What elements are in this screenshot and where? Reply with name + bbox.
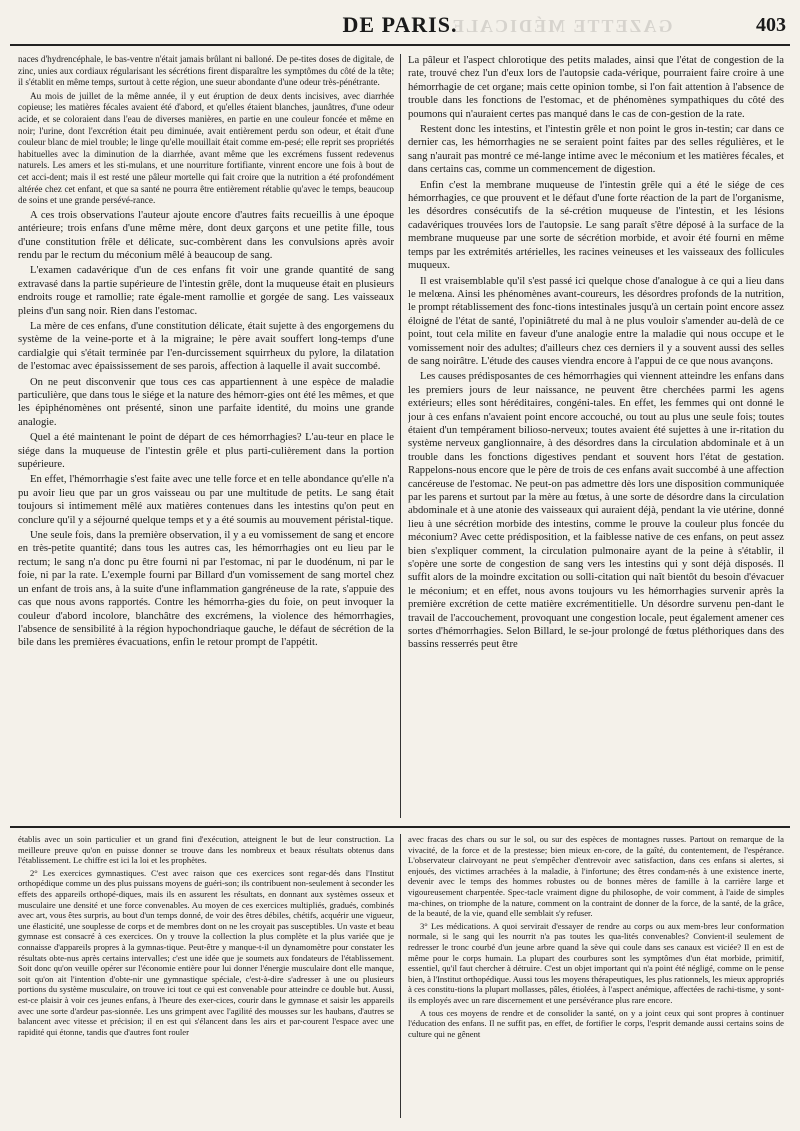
paragraph: naces d'hydrencéphale, le bas-ventre n'était jamais brûlant ni balloné. De pe-tites doses de digitale, de zinc, unies aux cordiaux régularisant les sécrétions firent disparaître les symptômes du côté de la tête; il s'établit en même temps, surtout à cette région, une sueur abondante d'une odeur très-pénétrante. [18, 54, 394, 88]
upper-right-column [408, 54, 784, 818]
paragraph: La pâleur et l'aspect chlorotique des petits malades, ainsi que l'état de congestion de la rate, trouvé chez l'un d'eux lors de l'autopsie cada-vérique, pourraient faire croire à une hémorrhagie de cet organe; mais cette opinion tombe, si l'on fait attention à l'absence de trouble dans les fonctions de l'estomac, et de phénomènes sympathiques du côté des poumons qui n'auraient certes pas manqué dans le cas de con-gestion de la rate. [408, 55, 784, 120]
column-divider [400, 834, 401, 1118]
paragraph: Restent donc les intestins, et l'intestin grêle et non point le gros in-testin; car dans ce dernier cas, les hémorrhagies ne se seraient point faites par des selles régulières, et le sang n'aurait pas montré ce mé-lange intime avec le méconium et les matières fécales, et dans certains cas, comme un commencement de digestion. [408, 124, 784, 176]
paragraph: Enfin c'est la membrane muqueuse de l'intestin grêle qui a été le siége de ces hémorrhagies, ce que prouvent et le défaut d'une forte réaction de la part de l'organisme, les désordres consécutifs de la sé-crétion muqueuse de l'intestin, et les lésions cadavériques trouvées lors de l'autopsie. Le sang paraît s'être déposé à la surface de la membrane muqueuse par une sorte de sécrétion morbide, et avoir été fourni en même temps par les extrémités artérielles, les racines veineuses et les vaisseaux des follicules muqueux. [408, 179, 784, 272]
paragraph: A tous ces moyens de rendre et de consolider la santé, on y a joint ceux qui sont propres à continuer l'éducation des enfans. Il ne suffit pas, en effet, de fortifier le corps, l'esprit demande aussi certains soins de culture qui ne gênent [408, 1007, 784, 1039]
paragraph: Au mois de juillet de la même année, il y eut éruption de deux dents incisives, avec diarrhée copieuse; les matières fécales avaient été d'abord, et qu'elles étaient blanches, jaunâtres, d'une odeur acide, et se coloraient dans l'eau de diverses manières, en partie en une couleur foncée et même en noir; l'urine, dont l'excrétion était peu diminuée, avait entièrement perdu son odeur, et était d'une couleur blanc de miel trouble; le linge qu'elle mouillait était comme em-pesé; elle reprit ses propriétés habituelles avec la diminution de la diarrhée, avant même que les excrémens fussent redevenus naturels. Les amers et les sti-mulans, et une nourriture fortifiante, vinrent encore une fois à bout de cet acci-dent; mais il est resté une pâleur mortelle qui fait croire que la nutrition a été profondément altérée chez cet enfant, et que sa santé ne pourra être entièrement rétablie qu'avec le temps, beaucoup de soins et une grande persévé-rance. [18, 90, 394, 206]
paragraph: 2° Les exercices gymnastiques. C'est avec raison que ces exercices sont regar-dés dans l'Institut orthopédique comme un des plus puissans moyens de guéri-son; ils contribuent non-seulement à seconder les effets des appareils orthopé-diques, mais ils en assurent les résultats, en donnant aux systèmes osseux et musculaire une densité et une force convenables. Au moyen de ces exercices multipliés, gradués, combinés avec art, vous êtes surpris, au bout d'un temps donné, de voir des êtres débiles, chétifs, acquérir une vigueur, une élasticité, une souplesse de corps et de membres dont on ne les croyait pas susceptibles. Un vaste et beau gymnase est consacré à ces exercices. On y trouve la collection la plus complète et la plus variée que je connaisse d'appareils propres à la gymnas-tique. Peut-être y manque-t-il un dynamomètre pour constater les résultats obte-nus après certains intervalles; c'est une idée que je soumets aux fondateurs de l'établissement. Soit donc qu'on veuille opérer sur l'économie entière pour lui donner l'énergie musculaire dont elle manque, soit qu'on ait l'intention d'obte-nir une gymnastique spéciale, c'est-à-dire s'adresser à une ou plusieurs portions du système musculaire, on trouve ici tout ce qui est convenable pour atteindre ce double but. Aussi, est-ce plaisir à voir ces jeunes enfans, à l'heure des exer-cices, courir dans le gymnase et saisir les appareils avec une sorte d'ardeur pas-sionnée. Les uns grimpent avec l'agilité des mousses sur les haubans, d'autres se balancent avec vitesse et précision; il en est qui s'élancent dans les airs et par-courent l'espace avec une rapidité qui étonne, tandis que d'autres font rouler [18, 867, 394, 1037]
paragraph: La mère de ces enfans, d'une constitution délicate, était sujette à des engorgemens du système de la veine-porte et à la migraine; le père avait souffert long-temps d'une cardialgie qui s'était terminée par l'en-durcissement squirrheux du pylore, la dilatation de l'estomac avec épaississement de ses parois, affection à laquelle il avait succombé. [18, 320, 394, 373]
paragraph: Une seule fois, dans la première observation, il y a eu vomissement de sang et encore en très-petite quantité; dans tous les autres cas, les hémorrhagies ont eu lieu par le rectum; le sang n'a donc pu être fourni ni par l'estomac, ni par le duodénum, ni par le foie, ni par la rate. L'exemple fourni par Billard d'un vomissement de sang mortel chez un enfant de trois ans, à la suite d'une inflammation gangréneuse de la rate, s'appuie des cas que nous avons rapportés. Contre les hémorrha-gies du foie, on peut invoquer la couleur d'abord incolore, blanchâtre des excrémens, la violence des hémorrhagies, l'absence de sensibilité à la région hypochondriaque gauche, le défaut de sécrétion de la bile dans les premières évacuations, enfin le retour prompt de l'appétit. [18, 530, 394, 649]
paragraph: Les causes prédisposantes de ces hémorrhagies qui viennent atteindre les enfans dans les premiers jours de leur naissance, ne peuvent être cherchées parmi les agens extérieurs; elles sont héréditaires, congéni-tales. En effet, les femmes qui ont donné le jour à ces enfans n'avaient point encore accouché, ou tout au plus une seule fois; toutes étaient d'un tempérament bilioso-nerveux; toutes avaient été sujettes à une ir-ritation du système nerveux ganglionnaire, à des désordres dans la circulation abdominale et à un trouble dans les fonctions digestives pendant et souvent hors l'état de gestation. Rappelons-nous encore que le père de trois de ces enfans avait succombé à une affection cancéreuse de l'estomac. Ne peut-on pas admettre dès lors une disposition communiquée par les parens et surtout par la mère au fœtus, à une sorte de désordre dans la circulation abdominale et à une atonie des vaisseaux qui auraient déjà, pendant la vie utérine, donné lieu à une sécrétion morbide des intestins, comme le prouve la couleur plus foncée du méconium? Avec cette prédisposition, et la faiblesse native de ces enfans, on peut assez bien s'expliquer comment, la circulation pulmonaire ayant de la peine à s'établir, il s'opère une sorte de congestion de sang vers les intestins qui y sont déjà disposés. Il suffit alors de la moindre excitation ou solli-citation qui naît bientôt du besoin d'évacuer le méconium; et en effet, nous avons toujours vu les hémorrhagies survenir après la première excrétion de cette matière excrémentitielle. Un désordre survenu pen-dant le travail de l'accouchement, provoquant une congestion locale, peut également amener ces sortes d'hémorrhagies. Selon Billard, le se-jour prolongé de fœtus pléthoriques dans des bassins resserrés peut être [408, 371, 784, 651]
paragraph: Quel a été maintenant le point de départ de ces hémorrhagies? L'au-teur en place le siége dans la muqueuse de l'intestin grêle et plus parti-culièrement dans la portion supérieure. [18, 432, 394, 471]
lower-right-column [408, 834, 784, 1122]
lower-left-column [18, 834, 394, 1122]
upper-article [10, 54, 790, 818]
paragraph: Il est vraisemblable qu'il s'est passé ici quelque chose d'analogue à ce qui a lieu dans le melœna. Ainsi les phénomènes avant-coureurs, les désordres profonds de la nutrition, le prompt rétablissement des fonc-tions intestinales jusqu'à un certain point encore assez éloigné de l'état de santé, l'opiniâtreté du mal à ne plus vouloir s'amender au-delà de ce point, tout cela milite en faveur d'une analogie entre la maladie qui nous occupe et le vomissement noir des adultes; d'ailleurs chez ces derniers il y a souvent aussi des selles de sang noirâtre. L'étude des causes viendra encore à l'appui de ce que nous avançons. [408, 275, 784, 367]
paragraph: En effet, l'hémorrhagie s'est faite avec une telle force et en telle abondance qu'elle n'a pu avoir lieu que par un gros vaisseau ou par une multitude de petits. Le sang était toujours si intimement mêlé aux matières contenues dans les intestins qu'on peut en conclure qu'il y a séjourné quelque temps et y a été soumis au mouvement péristal-tique. [18, 474, 394, 526]
bleed-through-masthead: GAZETTE MÉDICALE [450, 16, 673, 36]
upper-left-column [18, 54, 394, 818]
page-number: 403 [756, 14, 786, 36]
paragraph: A ces trois observations l'auteur ajoute encore d'autres faits recueillis à une époque antérieure; trois enfans d'une même mère, dont deux garçons et une petite fille, tous d'une constitution frêle et délicate, suc-combèrent dans les convulsions après avoir rendu par le rectum du méconium mêlé à beaucoup de sang. [18, 209, 394, 261]
paragraph: 3° Les médications. A quoi servirait d'essayer de rendre au corps ou aux mem-bres leur conformation normale, si le sang qui les nourrit n'a pas toutes les qua-lités convenables? Convient-il seulement de redresser le tronc courbé d'un jeune arbre quand la sève qui coule dans ses canaux est viciée? Il en est de même pour le corps humain. La plupart des courbures sont les symptômes d'un état morbide, primitif, essentiel, qu'il faut chercher à détruire. C'est un objet important qui n'a point été négligé, comme on le pense bien, à l'Institut orthopédique. Aussi tous les moyens thérapeutiques, les plus rationnels, les mieux appropriés à ces constitu-tions la plupart mollasses, pâles, étiolées, à l'aspect anémique, affectées de rachi-tisme, y sont-ils employés avec un rare discernement et une persévérance plus rare encore. [408, 920, 784, 1005]
newspaper-page [10, 8, 790, 1123]
paragraph: avec fracas des chars ou sur le sol, ou sur des espèces de montagnes russes. Partout on remarque de la vivacité, de la force et de la prestesse; bien mieux en-core, de la gaîté, du contentement, de l'espérance. L'observateur clairvoyant ne peut s'empêcher d'entrevoir avec satisfaction, dans ces enfans si alertes, si enjoués, des victimes arrachées à la maladie, à l'infortune; des êtres condam-nés à une existence inerte, devenir avec le temps des hommes robustes ou de bonnes mères de famille à la carrière large et vigoureusement charpentée. Spec-tacle vraiment digne du philosophe, de voir comment, à l'aide de simples ma-chines, on triomphe de la nature, comment on la contraint de donner de la force, de la santé, de la grâce, de la beauté, de la vie, quand elle semblait s'y refuser. [408, 834, 784, 919]
page-title: DE PARIS. [342, 12, 458, 37]
paragraph: établis avec un soin particulier et un grand fini d'exécution, atteignent le but de leur construction. La meilleure preuve qu'on en puisse donner se trouve dans les nombreux et beaux résultats obtenus dans l'établissement. Le chiffre est ici la loi et les prophètes. [18, 834, 394, 866]
paragraph: L'examen cadavérique d'un de ces enfans fit voir une grande quantité de sang extravasé dans la partie supérieure de l'intestin grêle, dont la muqueuse était en plusieurs endroits rouge et ramollie; rate égale-ment ramollie et gorgée de sang. Les vaisseaux pleins d'un sang noir. Rien dans l'estomac. [18, 265, 394, 317]
paragraph: On ne peut disconvenir que tous ces cas appartiennent à une espèce de maladie particulière, que dans tous le siége et la nature des hémorr-gies ont été les mêmes, et que les épiphénomènes ont présenté, sinon une parfaite identité, du moins une grande analogie. [18, 376, 394, 428]
column-divider [400, 54, 401, 818]
lower-article [10, 826, 790, 1129]
page-header [10, 8, 790, 46]
